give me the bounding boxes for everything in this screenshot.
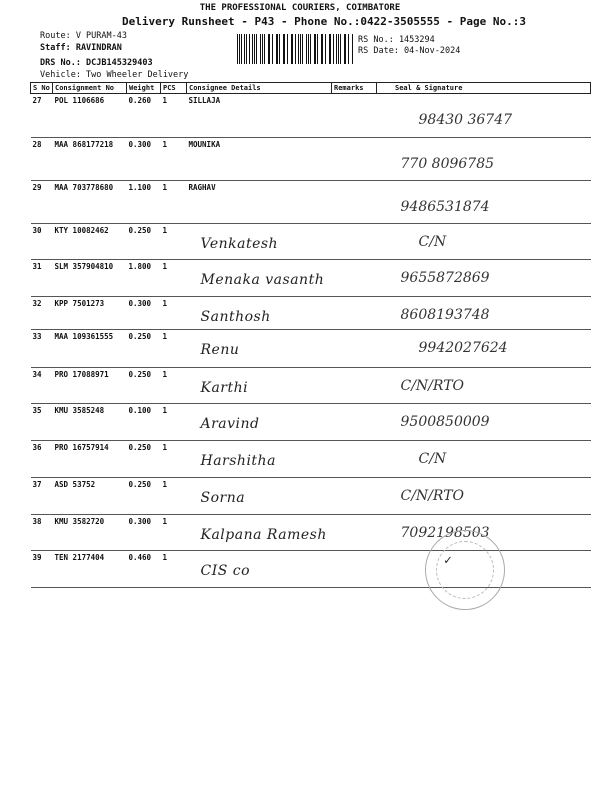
cell-pcs: 1 bbox=[161, 368, 187, 404]
col-header-consignee: Consignee Details bbox=[187, 83, 332, 94]
cell-consignee bbox=[187, 224, 332, 260]
cell-pcs: 1 bbox=[161, 224, 187, 260]
barcode-bar bbox=[333, 34, 334, 64]
signature-handwritten: 770 8096785 bbox=[400, 156, 495, 172]
cell-sno: 36 bbox=[31, 441, 53, 478]
cell-weight: 1.800 bbox=[127, 260, 161, 297]
cell-pcs: 1 bbox=[161, 138, 187, 181]
cell-remarks bbox=[332, 138, 377, 181]
cell-consignee bbox=[187, 138, 332, 181]
drs-number: DRS No.: DCJB145329403 bbox=[40, 58, 153, 68]
table-row bbox=[31, 368, 591, 404]
cell-remarks bbox=[332, 441, 377, 478]
cell-remarks bbox=[332, 94, 377, 138]
cell-sno: 34 bbox=[31, 368, 53, 404]
cell-consignment-no: MAA 109361555 bbox=[53, 330, 127, 368]
cell-signature bbox=[377, 260, 591, 297]
cell-remarks bbox=[332, 515, 377, 551]
barcode-bar bbox=[298, 34, 299, 64]
barcode-bar bbox=[272, 34, 273, 64]
route-label: Route: V PURAM-43 bbox=[40, 31, 127, 41]
table-row bbox=[31, 224, 591, 260]
cell-sno: 28 bbox=[31, 138, 53, 181]
rs-number: RS No.: 1453294 bbox=[358, 35, 435, 45]
barcode-bar bbox=[330, 34, 331, 64]
cell-remarks bbox=[332, 330, 377, 368]
cell-weight: 0.260 bbox=[127, 94, 161, 138]
consignee-handwritten-name: Venkatesh bbox=[200, 236, 279, 252]
cell-remarks bbox=[332, 478, 377, 515]
signature-handwritten: 98430 36747 bbox=[418, 112, 513, 128]
cell-pcs: 1 bbox=[161, 297, 187, 330]
cell-consignment-no: ASD 53752 bbox=[53, 478, 127, 515]
signature-handwritten: C/N/RTO bbox=[400, 378, 465, 394]
cell-sno: 29 bbox=[31, 181, 53, 224]
consignee-handwritten-name: Harshitha bbox=[200, 453, 276, 469]
table-row bbox=[31, 551, 591, 588]
cell-weight: 0.250 bbox=[127, 224, 161, 260]
cell-consignment-no: PRO 17088971 bbox=[53, 368, 127, 404]
cell-weight: 0.250 bbox=[127, 330, 161, 368]
barcode-bar bbox=[237, 34, 238, 64]
signature-handwritten: 8608193748 bbox=[400, 307, 490, 323]
cell-signature bbox=[377, 330, 591, 368]
cell-consignee bbox=[187, 94, 332, 138]
col-header-pcs: PCS bbox=[161, 83, 187, 94]
cell-sno: 31 bbox=[31, 260, 53, 297]
cell-weight: 0.250 bbox=[127, 478, 161, 515]
rs-date: RS Date: 04-Nov-2024 bbox=[358, 46, 461, 56]
consignee-printed-name: RAGHAV bbox=[188, 183, 216, 192]
cell-sno: 32 bbox=[31, 297, 53, 330]
table-row bbox=[31, 441, 591, 478]
cell-consignment-no: POL 1106686 bbox=[53, 94, 127, 138]
cell-signature bbox=[377, 224, 591, 260]
cell-consignee bbox=[187, 478, 332, 515]
cell-weight: 1.100 bbox=[127, 181, 161, 224]
cell-sno: 37 bbox=[31, 478, 53, 515]
runsheet-table bbox=[30, 82, 591, 588]
barcode-bar bbox=[291, 34, 292, 64]
consignee-handwritten-name: Santhosh bbox=[200, 309, 271, 325]
cell-pcs: 1 bbox=[161, 441, 187, 478]
table-row bbox=[31, 404, 591, 441]
cell-consignee bbox=[187, 260, 332, 297]
cell-consignee bbox=[187, 330, 332, 368]
consignee-handwritten-name: Sorna bbox=[200, 490, 246, 506]
cell-pcs: 1 bbox=[161, 515, 187, 551]
cell-signature bbox=[377, 478, 591, 515]
table-row bbox=[31, 260, 591, 297]
cell-sno: 30 bbox=[31, 224, 53, 260]
table-row bbox=[31, 138, 591, 181]
barcode-bar bbox=[260, 34, 261, 64]
consignee-handwritten-name: Menaka vasanth bbox=[200, 272, 325, 288]
cell-sno: 38 bbox=[31, 515, 53, 551]
cell-signature bbox=[377, 94, 591, 138]
cell-pcs: 1 bbox=[161, 478, 187, 515]
cell-consignment-no: MAA 703778680 bbox=[53, 181, 127, 224]
cell-consignment-no: SLM 357904810 bbox=[53, 260, 127, 297]
cell-signature bbox=[377, 297, 591, 330]
cell-signature bbox=[377, 138, 591, 181]
barcode-bar bbox=[279, 34, 280, 64]
signature-handwritten: 9942027624 bbox=[418, 340, 508, 356]
table-row bbox=[31, 478, 591, 515]
barcode-icon bbox=[237, 34, 353, 64]
cell-consignment-no: KMU 3582720 bbox=[53, 515, 127, 551]
barcode-bar bbox=[310, 34, 311, 64]
cell-remarks bbox=[332, 551, 377, 588]
cell-consignee bbox=[187, 404, 332, 441]
cell-consignment-no: KMU 3585248 bbox=[53, 404, 127, 441]
barcode-bar bbox=[287, 34, 288, 64]
col-header-weight: Weight bbox=[127, 83, 161, 94]
cell-sno: 27 bbox=[31, 94, 53, 138]
cell-remarks bbox=[332, 224, 377, 260]
consignee-handwritten-name: Karthi bbox=[200, 380, 249, 396]
consignee-handwritten-name: CIS co bbox=[200, 563, 251, 579]
col-header-remarks: Remarks bbox=[332, 83, 377, 94]
cell-consignee bbox=[187, 441, 332, 478]
runsheet-title: Delivery Runsheet - P43 - Phone No.:0422-3505555 - Page No.:3 bbox=[122, 15, 526, 28]
signature-handwritten: 7092198503 bbox=[400, 525, 490, 541]
cell-consignee bbox=[187, 515, 332, 551]
cell-sno: 39 bbox=[31, 551, 53, 588]
cell-sno: 35 bbox=[31, 404, 53, 441]
consignee-handwritten-name: Kalpana Ramesh bbox=[200, 527, 327, 543]
cell-signature bbox=[377, 404, 591, 441]
signature-handwritten: C/N bbox=[418, 234, 447, 250]
cell-remarks bbox=[332, 297, 377, 330]
cell-weight: 0.250 bbox=[127, 368, 161, 404]
cell-pcs: 1 bbox=[161, 404, 187, 441]
barcode-bar bbox=[249, 34, 250, 64]
table-header-row bbox=[31, 83, 591, 94]
cell-pcs: 1 bbox=[161, 181, 187, 224]
table-row bbox=[31, 297, 591, 330]
cell-pcs: 1 bbox=[161, 94, 187, 138]
cell-weight: 0.300 bbox=[127, 138, 161, 181]
cell-pcs: 1 bbox=[161, 260, 187, 297]
barcode-bar bbox=[268, 34, 269, 64]
cell-signature bbox=[377, 181, 591, 224]
cell-consignee bbox=[187, 297, 332, 330]
barcode-bar bbox=[244, 34, 245, 64]
col-header-consignment: Consignment No bbox=[53, 83, 127, 94]
cell-remarks bbox=[332, 404, 377, 441]
consignee-printed-name: SILLAJA bbox=[188, 96, 221, 105]
stamp-seal-icon bbox=[425, 530, 505, 610]
table-row bbox=[31, 94, 591, 138]
signature-handwritten: 9655872869 bbox=[400, 270, 490, 286]
cell-weight: 0.300 bbox=[127, 515, 161, 551]
col-header-signature: Seal & Signature bbox=[377, 83, 591, 94]
cell-consignment-no: KPP 7501273 bbox=[53, 297, 127, 330]
cell-consignment-no: TEN 2177404 bbox=[53, 551, 127, 588]
barcode-bar bbox=[256, 34, 257, 64]
seal-check-mark: ✓ bbox=[444, 553, 452, 568]
cell-consignment-no: PRO 16757914 bbox=[53, 441, 127, 478]
table-row bbox=[31, 515, 591, 551]
cell-weight: 0.300 bbox=[127, 297, 161, 330]
cell-sno: 33 bbox=[31, 330, 53, 368]
consignee-handwritten-name: Renu bbox=[200, 342, 240, 358]
col-header-sno: S No bbox=[31, 83, 53, 94]
signature-handwritten: 9500850009 bbox=[400, 414, 490, 430]
company-name: THE PROFESSIONAL COURIERS, COIMBATORE bbox=[199, 3, 401, 13]
cell-signature bbox=[377, 368, 591, 404]
cell-remarks bbox=[332, 181, 377, 224]
cell-consignee bbox=[187, 551, 332, 588]
cell-weight: 0.250 bbox=[127, 441, 161, 478]
barcode-bar bbox=[306, 34, 307, 64]
signature-handwritten: 9486531874 bbox=[400, 199, 490, 215]
cell-consignment-no: MAA 868177218 bbox=[53, 138, 127, 181]
cell-signature bbox=[377, 441, 591, 478]
barcode-bar bbox=[348, 34, 349, 64]
table-row bbox=[31, 330, 591, 368]
seal-ring bbox=[436, 541, 494, 599]
cell-consignee bbox=[187, 368, 332, 404]
cell-pcs: 1 bbox=[161, 330, 187, 368]
barcode-bar bbox=[317, 34, 318, 64]
barcode-bar bbox=[322, 34, 323, 64]
signature-handwritten: C/N/RTO bbox=[400, 488, 465, 504]
signature-handwritten: C/N bbox=[418, 451, 447, 467]
barcode-bar bbox=[340, 34, 341, 64]
vehicle-label: Vehicle: Two Wheeler Delivery bbox=[40, 70, 189, 80]
cell-weight: 0.460 bbox=[127, 551, 161, 588]
staff-label: Staff: RAVINDRAN bbox=[40, 43, 122, 53]
table-row bbox=[31, 181, 591, 224]
cell-consignment-no: KTY 10082462 bbox=[53, 224, 127, 260]
cell-remarks bbox=[332, 368, 377, 404]
consignee-printed-name: MOUNIKA bbox=[188, 140, 221, 149]
cell-remarks bbox=[332, 260, 377, 297]
consignee-handwritten-name: Aravind bbox=[200, 416, 260, 432]
cell-weight: 0.100 bbox=[127, 404, 161, 441]
cell-pcs: 1 bbox=[161, 551, 187, 588]
cell-consignee bbox=[187, 181, 332, 224]
